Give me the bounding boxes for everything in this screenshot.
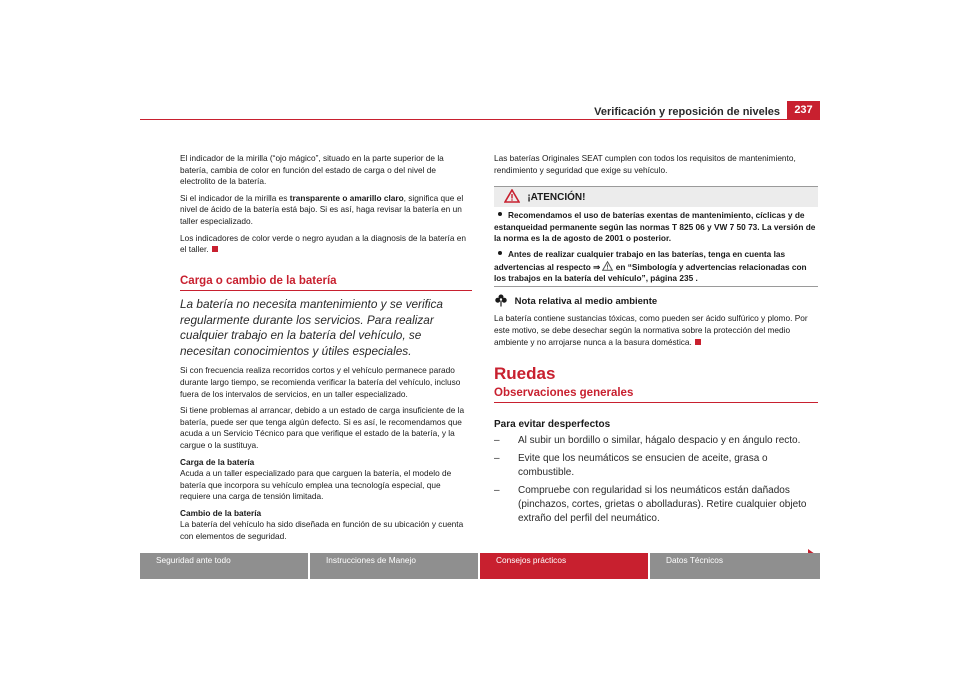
warning-triangle-icon	[504, 189, 520, 210]
section-end-icon	[212, 246, 218, 252]
warning-triangle-icon	[602, 262, 613, 272]
indicator-paragraph: Los indicadores de color verde o negro ayudan a la diagnosis de la batería en el taller.	[180, 232, 466, 255]
header-rule	[140, 119, 820, 120]
list-item: – Compruebe con regularidad si los neumáticos están dañados (pinchazos, cortes, grietas o abolladuras). Retire cualquier objeto extraño del perfil del neumático.	[494, 484, 807, 524]
starting-problems-paragraph: Si tiene problemas al arrancar, debido a un estado de carga insuficiente de la batería, puede ser que tenga algún defecto. Si es así, le recomendamos que acuda a un Servicio Técnico para que verifique el estado de la batería, y la cargue o la sustituya.	[180, 405, 465, 450]
environment-note-heading: Nota relativa al medio ambiente	[494, 293, 818, 311]
environment-note-text: La batería contiene sustancias tóxicas, como pueden ser ácido sulfúrico y plomo. Por este motivo, se debe desechar según la normativa sobre la protección del medio ambiente y no arrojarse nunca a la basura doméstica.	[494, 313, 808, 347]
page-number: 237	[787, 101, 820, 119]
tab-consejos[interactable]: Consejos prácticos	[480, 553, 648, 579]
tab-datos-tecnicos[interactable]: Datos Técnicos	[650, 553, 820, 579]
intro-paragraph: El indicador de la mirilla (“ojo mágico”, situado en la parte superior de la batería, cambia de color en función del estado de carga o del nivel de electrolito de la batería.	[180, 153, 444, 187]
warning-item: Antes de realizar cualquier trabajo en las baterías, tenga en cuenta las advertencias al respecto ⇒ en “Simbología y advertencias relacionadas con los trabajos en la batería del vehículo”, página 235 .	[494, 248, 807, 284]
warning-box	[494, 186, 818, 287]
section-end-icon	[695, 339, 701, 345]
right-column	[494, 153, 818, 530]
tab-seguridad[interactable]: Seguridad ante todo	[140, 553, 308, 579]
highlight-text: transparente o amarillo claro	[289, 192, 404, 203]
seat-battery-paragraph: Las baterías Originales SEAT cumplen con todos los requisitos de mantenimiento, rendimiento y seguridad que exige su vehículo.	[494, 153, 796, 175]
bullet-icon	[498, 251, 502, 255]
warning-item: Recomendamos el uso de baterías exentas de mantenimiento, cíclicas y de estanqueidad permanente según las normas T 825 06 y VW 7 50 73. La versión de la norma es la de agosto de 2001 o posterior.	[494, 210, 816, 244]
running-header: Verificación y reposición de niveles	[594, 106, 780, 118]
section-title-observaciones: Observaciones generales	[494, 388, 818, 404]
tab-instrucciones[interactable]: Instrucciones de Manejo	[310, 553, 478, 579]
section-title-carga: Carga o cambio de la batería	[180, 276, 472, 292]
carga-paragraph: Acuda a un taller especializado para que carguen la batería, el modelo de batería que incorpora su vehículo emplea una tecnología especial, que requiere una carga de tensión limitada.	[180, 468, 452, 502]
list-item: – Evite que los neumáticos se ensucien de aceite, grasa o combustible.	[494, 452, 768, 478]
section-subtitle: La batería no necesita mantenimiento y se verifica regularmente durante los servicios. Para realizar cualquier trabajo en la batería del vehículo, se necesitan conocimientos y útiles especiales.	[180, 297, 443, 358]
left-column	[180, 153, 472, 548]
chapter-title: Ruedas	[494, 364, 556, 384]
para-heading: Para evitar desperfectos	[494, 419, 611, 431]
carga-heading: Carga de la batería	[180, 456, 255, 467]
sight-glass-paragraph: Si el indicador de la mirilla es transparente o amarillo claro, significa que el nivel de ácido de la batería está bajo. Si es así, haga revisar la batería en un taller especializado.	[180, 192, 464, 226]
cambio-heading: Cambio de la batería	[180, 507, 262, 518]
warning-title: ¡ATENCIÓN!	[527, 192, 586, 204]
footer-nav	[140, 553, 820, 579]
warning-header	[494, 187, 818, 207]
bullet-icon	[498, 212, 502, 216]
environment-flower-icon	[494, 293, 508, 311]
short-trips-paragraph: Si con frecuencia realiza recorridos cortos y el vehículo permanece parado durante largo tiempo, se recomienda verificar la batería del vehículo, incluso fuera de los intervalos de servicios, en un taller especializado.	[180, 365, 461, 399]
cambio-paragraph: La batería del vehículo ha sido diseñada en función de su ubicación y cuenta con elementos de seguridad.	[180, 519, 464, 542]
list-item: – Al subir un bordillo o similar, hágalo despacio y en ángulo recto.	[494, 434, 801, 446]
